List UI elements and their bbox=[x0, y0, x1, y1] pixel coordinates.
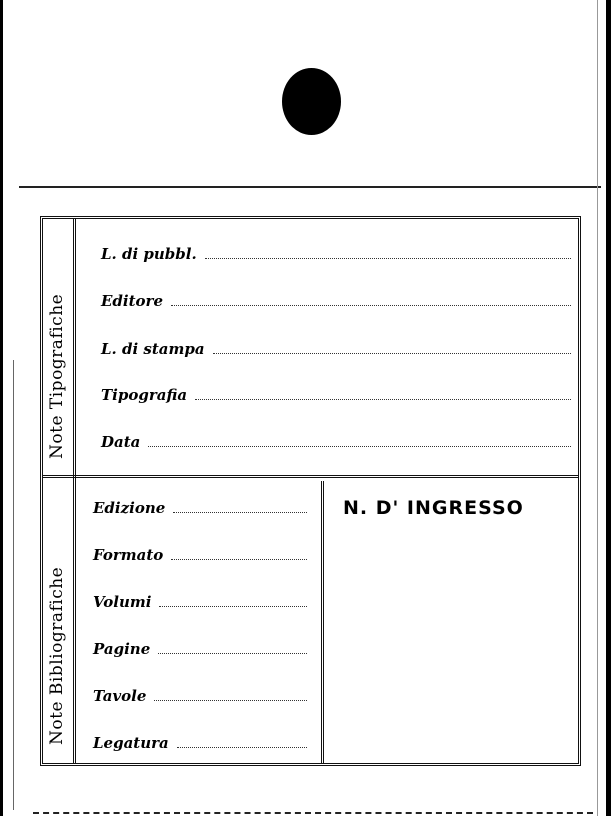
field-label: Formato bbox=[93, 546, 164, 564]
library-card bbox=[3, 0, 606, 816]
divider-ingresso bbox=[321, 481, 324, 763]
field-row bbox=[93, 499, 307, 517]
field-row bbox=[101, 386, 571, 404]
left-edge-line bbox=[13, 360, 14, 810]
field-fill-line[interactable] bbox=[159, 596, 307, 607]
field-label: Tavole bbox=[93, 687, 147, 705]
field-fill-line[interactable] bbox=[173, 502, 307, 513]
field-label: Editore bbox=[101, 292, 163, 310]
field-fill-line[interactable] bbox=[195, 389, 571, 400]
field-fill-line[interactable] bbox=[177, 737, 307, 748]
field-fill-line[interactable] bbox=[171, 549, 307, 560]
punch-hole bbox=[282, 68, 341, 135]
field-fill-line[interactable] bbox=[148, 436, 571, 447]
divider-horizontal bbox=[43, 475, 578, 478]
divider-bottom-vertical bbox=[73, 475, 76, 763]
field-row bbox=[93, 687, 307, 705]
field-fill-line[interactable] bbox=[171, 295, 571, 306]
fold-line bbox=[19, 186, 601, 188]
field-row bbox=[93, 593, 307, 611]
field-row bbox=[101, 433, 571, 451]
field-row bbox=[93, 640, 307, 658]
field-row bbox=[101, 340, 571, 358]
field-label: L. di pubbl. bbox=[101, 245, 197, 263]
field-fill-line[interactable] bbox=[154, 690, 307, 701]
bottom-edge-line bbox=[33, 812, 593, 814]
field-label: Legatura bbox=[93, 734, 169, 752]
field-row bbox=[101, 292, 571, 310]
field-row bbox=[93, 734, 307, 752]
field-row bbox=[93, 546, 307, 564]
field-fill-line[interactable] bbox=[158, 643, 307, 654]
ingresso-label: N. D' INGRESSO bbox=[343, 497, 524, 519]
field-fill-line[interactable] bbox=[213, 343, 571, 354]
section-label-tipografiche: Note Tipografiche bbox=[47, 293, 67, 459]
field-label: Pagine bbox=[93, 640, 151, 658]
field-label: Data bbox=[101, 433, 141, 451]
field-label: Volumi bbox=[93, 593, 152, 611]
field-row bbox=[101, 245, 571, 263]
section-label-bibliografiche: Note Bibliografiche bbox=[47, 566, 67, 745]
field-label: Tipografia bbox=[101, 386, 188, 404]
field-label: Edizione bbox=[93, 499, 166, 517]
form-box bbox=[40, 216, 581, 766]
right-edge-line bbox=[597, 0, 598, 816]
divider-top-vertical bbox=[73, 219, 76, 475]
field-fill-line[interactable] bbox=[205, 248, 571, 259]
field-label: L. di stampa bbox=[101, 340, 205, 358]
